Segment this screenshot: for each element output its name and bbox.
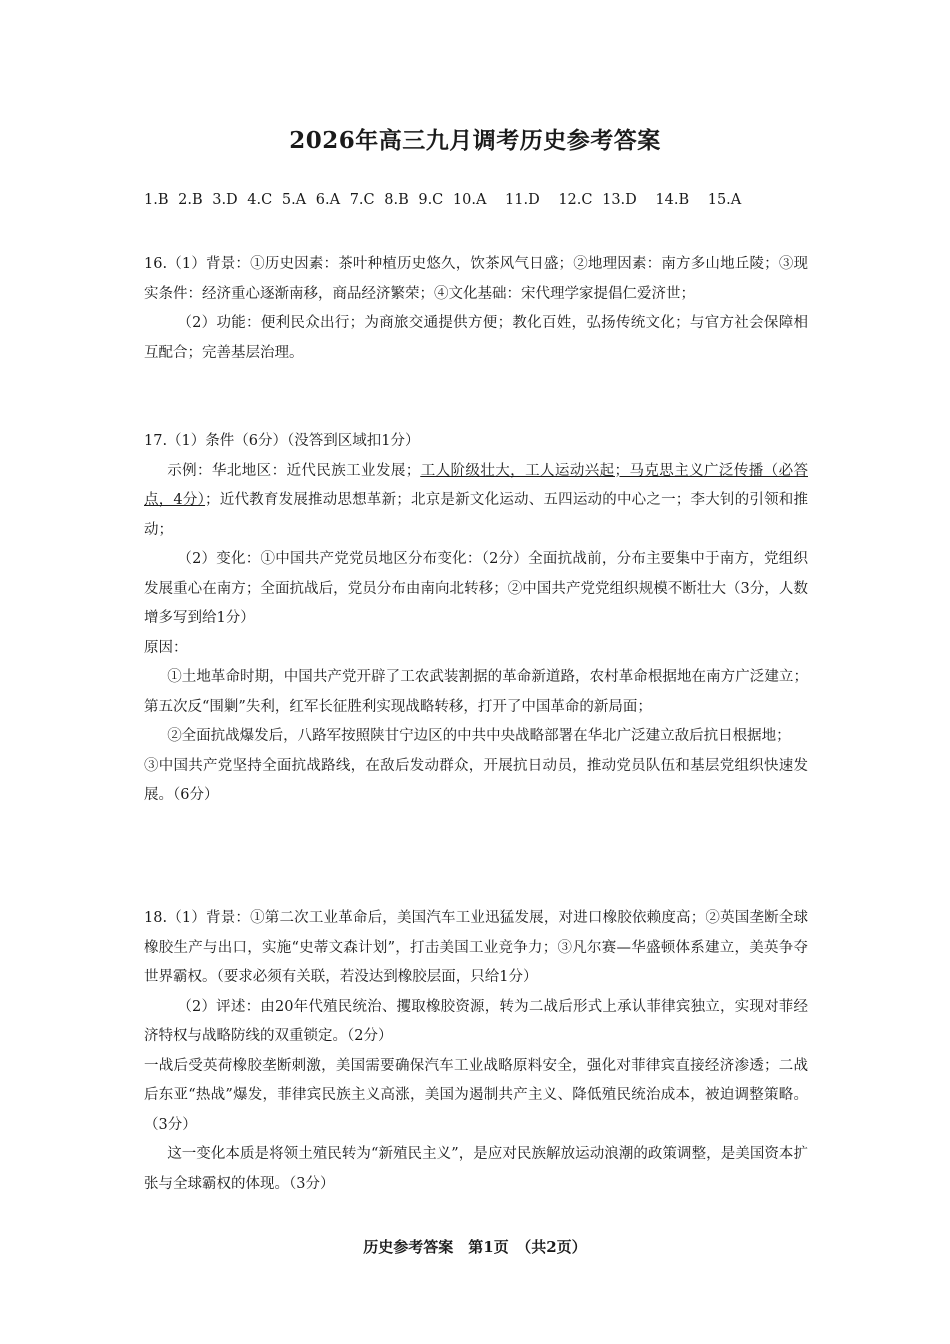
q17-part1-heading: 17.（1）条件（6分）（没答到区域扣1分） [144, 433, 420, 449]
answer-item: 3.D [212, 192, 238, 208]
answer-item: 11.D [505, 192, 540, 208]
page-footer: 历史参考答案 第1页 （共2页） [363, 1238, 587, 1256]
question-16-answer [144, 250, 808, 368]
answer-item: 13.D [602, 192, 637, 208]
multiple-choice-answers [144, 192, 824, 208]
q17-part2: （2）变化：①中国共产党党员地区分布变化：（2分）全面抗战前，分布主要集中于南方，党组织发展重心在南方；全面抗战后，党员分布由南向北转移；②中国共产党党组织规模不断壮大（3分，人数增多写到给1分） [144, 551, 808, 626]
answer-item: 2.B [178, 192, 203, 208]
answer-item: 10.A [452, 192, 487, 208]
page-title: 2026年高三九月调考历史参考答案 [289, 127, 661, 154]
answer-item: 9.C [418, 192, 444, 208]
q17-example [144, 457, 808, 546]
q16-part1: 16.（1）背景：①历史因素：茶叶种植历史悠久，饮茶风气日盛；②地理因素：南方多山地丘陵；③现实条件：经济重心逐渐南移，商品经济繁荣；④文化基础：宋代理学家提倡仁爱济世； [144, 256, 808, 302]
q17-reasons-heading: 原因： [144, 639, 188, 656]
answer-item: 8.B [384, 192, 409, 208]
answer-item: 5.A [281, 192, 307, 208]
question-17-answer [144, 427, 808, 811]
q18-part1: 18.（1）背景：①第二次工业革命后，美国汽车工业迅猛发展，对进口橡胶依赖度高；②英国垄断全球橡胶生产与出口，实施“史蒂文森计划”，打击美国工业竞争力；③凡尔赛—华盛顿体系建立，美英争夺世界霸权。（要求必须有关联，若没达到橡胶层面，只给1分） [144, 910, 808, 985]
q17-reason-1: ①土地革命时期，中国共产党开辟了工农武装割据的革命新道路，农村革命根据地在南方广泛建立；第五次反“围剿”失利，红军长征胜利实现战略转移，打开了中国革命的新局面； [144, 669, 808, 715]
q18-part2-detail: 一战后受英荷橡胶垄断刺激，美国需要确保汽车工业战略原料安全，强化对菲律宾直接经济渗透；二战后东亚“热战”爆发，菲律宾民族主义高涨，美国为遏制共产主义、降低殖民统治成本，被迫调整策略。（3分） [144, 1057, 808, 1133]
question-18-answer [144, 904, 808, 1199]
q17-example-rest: ；近代教育发展推动思想革新；北京是新文化运动、五四运动的中心之一；李大钊的引领和推动； [144, 492, 809, 538]
answer-item: 1.B [144, 192, 169, 208]
answer-item: 6.A [315, 192, 341, 208]
q17-key-point: 工人阶级壮大，工人运动兴起；马克思主义广泛传播（必答点，4分） [144, 462, 808, 508]
q17-example-text: 示例：华北地区：近代民族工业发展； [167, 462, 421, 479]
q18-part2-conclusion: 这一变化本质是将领土殖民转为“新殖民主义”，是应对民族解放运动浪潮的政策调整，是美国资本扩张与全球霸权的体现。（3分） [144, 1146, 808, 1192]
q18-part2: （2）评述：由20年代殖民统治、攫取橡胶资源，转为二战后形式上承认菲律宾独立，实现对菲经济特权与战略防线的双重锁定。（2分） [144, 998, 808, 1044]
answer-item: 7.C [349, 192, 375, 208]
q17-reason-3: ③中国共产党坚持全面抗战路线，在敌后发动群众，开展抗日动员，推动党员队伍和基层党组织快速发展。（6分） [144, 757, 808, 803]
q16-part2: （2）功能：便利民众出行；为商旅交通提供方便；教化百姓，弘扬传统文化；与官方社会保障相互配合；完善基层治理。 [144, 315, 808, 361]
q17-reason-2: ②全面抗战爆发后，八路军按照陕甘宁边区的中共中央战略部署在华北广泛建立敌后抗日根据地； [167, 728, 791, 744]
answer-item: 4.C [247, 192, 273, 208]
answer-item: 12.C [558, 192, 593, 208]
answer-item: 15.A [707, 192, 742, 208]
answer-item: 14.B [655, 192, 690, 208]
